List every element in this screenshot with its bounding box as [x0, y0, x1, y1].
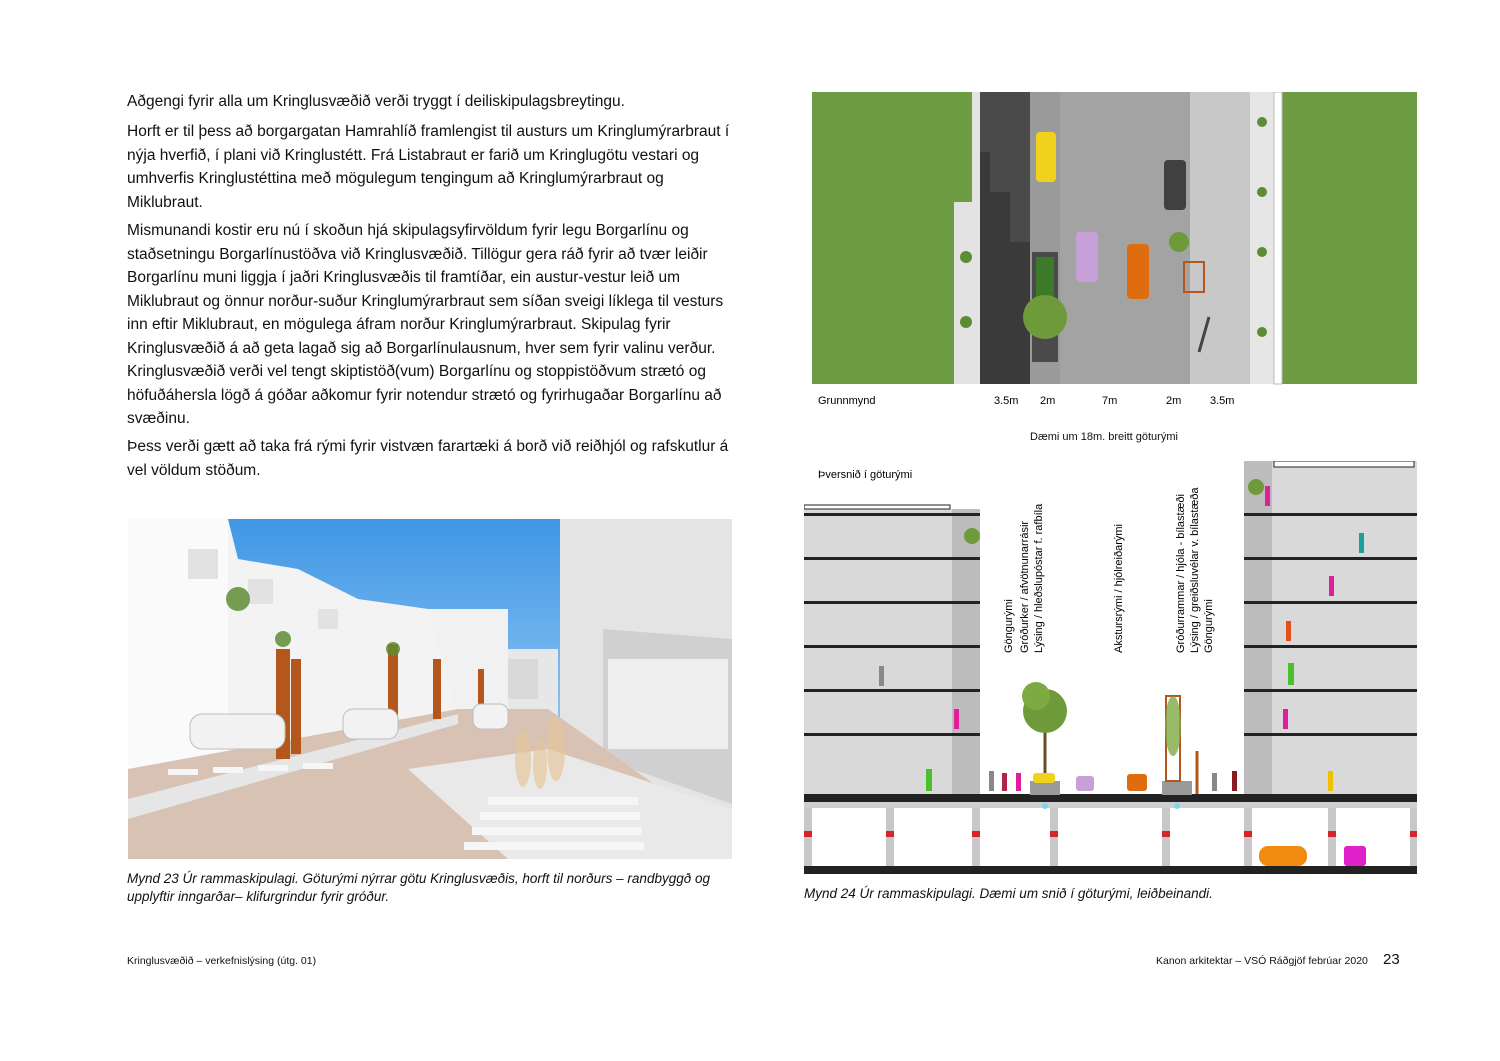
paragraph-4: Þess verði gætt að taka frá rými fyrir vistvæn farartæki á borð við reiðhjól og rafskutlur á vel völdum stöðum.	[127, 438, 729, 479]
paragraph-1: Aðgengi fyrir alla um Kringlusvæðið verði tryggt í deiliskipulagsbreytingu.	[127, 93, 625, 110]
plan-caption: Dæmi um 18m. breitt göturými	[1030, 431, 1178, 443]
street-render-image	[128, 519, 732, 859]
page-number: 23	[1383, 951, 1400, 968]
section-label-frames-parking: Gróðurrammar / hjóla - bílastæði	[1175, 494, 1187, 653]
plan-width-2: 2m	[1040, 395, 1056, 407]
footer-left: Kringlusvæðið – verkefnislýsing (útg. 01)	[127, 955, 317, 967]
street-section-drawing	[804, 461, 1417, 876]
section-label-planters: Gróðurker / afvötnunarrásir	[1019, 520, 1031, 653]
section-title: Þversnið í göturými	[818, 469, 913, 481]
plan-width-3: 7m	[1102, 395, 1118, 407]
section-label-walk-right: Göngurými	[1203, 599, 1215, 653]
section-label-walk-left: Göngurými	[1003, 599, 1015, 653]
paragraph-2: Horft er til þess að borgargatan Hamrahlíð framlengist til austurs um Kringlumýrarbraut í nýja hverfið, í plani við Kringlustétt. Frá Listabraut er farið um Kringlugötu vestari og umhverfis Kringlustéttina með mögulegum tengingum að Kringlumýrarbraut og Miklubraut.	[127, 123, 730, 211]
footer-right: Kanon arkitektar – VSÓ Ráðgjöf febrúar 2020	[1156, 955, 1368, 967]
plan-width-4: 2m	[1166, 395, 1182, 407]
street-plan-drawing	[804, 92, 1417, 413]
plan-label: Grunnmynd	[818, 395, 876, 407]
figure-23-caption: Mynd 23 Úr rammaskipulagi. Göturými nýrrar götu Kringlusvæðis, horft til norðurs – randbyggð og upplyftir inngarðar– klifurgrindur fyrir gróður.	[127, 871, 710, 904]
section-label-lighting-meters: Lýsing / greiðsluvélar v. bílastæða	[1189, 487, 1201, 653]
figure-24-caption: Mynd 24 Úr rammaskipulagi. Dæmi um snið í göturými, leiðbeinandi.	[804, 886, 1213, 901]
paragraph-3: Mismunandi kostir eru nú í skoðun hjá skipulagsyfirvöldum fyrir legu Borgarlínu og staðsetningu Borgarlínustöðva við Kringlusvæðið. Tillögur gera ráð fyrir að tvær leiðir Borgarlínu muni liggja í jaðri Kringlusvæðis til framtíðar, ein austur-vestur leið um Miklubraut og önnur norður-suður Kringlumýrarbraut sem síðan sveigi líklega til vesturs inn eftir Miklubraut, en mögulega áfram norður Kringlumýrarbraut. Skipulag fyrir Kringlusvæðið á að geta lagað sig að Borgarlínulausnum, hver sem fyrir valinu verður. Kringlusvæðið verði vel tengt skiptistöð(vum) Borgarlínu og stoppistöðvum strætó og höfuðáhersla lögð á góðar aðkomur fyrir notendur strætó og fyrirhugaðar Borgarlínu að svæðinu.	[127, 222, 724, 427]
plan-width-1: 3.5m	[994, 395, 1019, 407]
plan-width-5: 3.5m	[1210, 395, 1235, 407]
section-label-lighting-charging: Lýsing / hleðslupóstar f. rafbíla	[1033, 503, 1045, 653]
section-label-driving: Akstursrými / hjólreiðarými	[1113, 524, 1125, 653]
